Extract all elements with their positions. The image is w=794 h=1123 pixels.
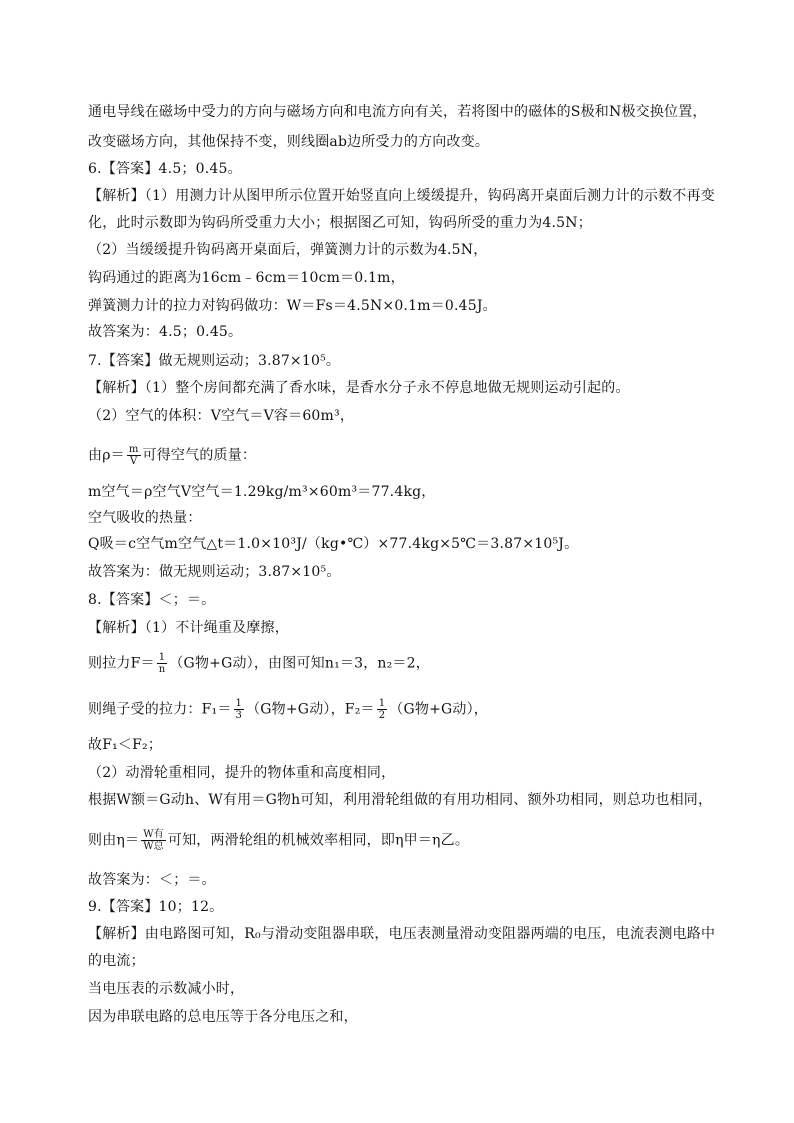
fraction-denominator: 2 [378, 710, 386, 721]
fraction-denominator: 3 [235, 710, 243, 721]
analysis-6: 【解析】（1）用测力计从图甲所示位置开始竖直向上缓缓提升，钩码离开桌面后测力计的示数不再变 [88, 188, 715, 204]
text-segment: 则绳子受的拉力：F₁＝ [88, 701, 232, 718]
fraction-m-over-v [127, 444, 141, 467]
text-line: 根据W额＝G动h、W有用＝G物h可知，利用滑轮组做的有用功相同、额外功相同，则总功也相同， [88, 792, 713, 808]
fraction-denominator: V [129, 456, 138, 467]
text-line: 空气吸收的热量： [88, 510, 202, 526]
answer-6: 6.【答案】4.5；0.45。 [88, 161, 242, 177]
fraction-1-over-2 [377, 698, 388, 721]
text-segment: （G物+G动），由图可知n₁＝3，n₂＝2， [169, 655, 430, 672]
text-segment: （G物+G动）， [389, 701, 488, 718]
fraction-denominator: n [158, 664, 166, 675]
analysis-7: 【解析】（1）整个房间都充满了香水味，是香水分子永不停息地做无规则运动引起的。 [88, 380, 630, 396]
text-line: 故答案为：＜；＝。 [88, 872, 216, 888]
fraction-1-over-n [157, 652, 168, 675]
text-line: 化，此时示数即为钩码所受重力大小；根据图乙可知，钩码所受的重力为4.5N； [88, 215, 592, 231]
text-segment: 由ρ＝ [88, 447, 125, 464]
text-line: 当电压表的示数减小时， [88, 981, 245, 997]
text-segment: 可知，两滑轮组的机械效率相同，即η甲＝η乙。 [167, 832, 470, 849]
fraction-w-useful-over-w-total [141, 829, 166, 852]
formula-line-density [88, 444, 256, 467]
analysis-8: 【解析】（1）不计绳重及摩擦， [88, 620, 289, 636]
fraction-numerator: W有 [143, 829, 164, 840]
fraction-numerator: m [128, 444, 139, 455]
text-line: 故答案为：做无规则运动；3.87×10⁵。 [88, 564, 341, 580]
answer-7: 7.【答案】做无规则运动；3.87×10⁵。 [88, 353, 341, 369]
text-line: （2）动滑轮重相同，提升的物体重和高度相同， [88, 765, 396, 781]
text-line: 故答案为：4.5；0.45。 [88, 324, 243, 340]
answer-9: 9.【答案】10；12。 [88, 899, 224, 915]
text-line: 通电导线在磁场中受力的方向与磁场方向和电流方向有关，若将图中的磁体的S极和N极交换位置， [88, 104, 707, 120]
text-line: 弹簧测力计的拉力对钩码做功：W＝Fs＝4.5N×0.1m＝0.45J。 [88, 298, 497, 314]
formula-line-efficiency [88, 829, 469, 852]
text-line: 故F₁＜F₂； [88, 737, 163, 753]
text-line: （2）空气的体积：V空气＝V容＝60m³， [88, 408, 355, 424]
text-line: Q吸＝c空气m空气△t＝1.0×10³J/（kg•℃）×77.4kg×5℃＝3.87×10⁵J。 [88, 536, 579, 552]
formula-line-pull [88, 652, 430, 675]
fraction-numerator: 1 [157, 652, 168, 664]
fraction-numerator: 1 [378, 698, 386, 709]
formula-line-rope [88, 698, 488, 721]
fraction-denominator: W总 [143, 841, 164, 852]
answer-8: 8.【答案】＜；＝。 [88, 592, 216, 608]
fraction-1-over-3 [234, 698, 245, 721]
text-line: 的电流； [88, 953, 145, 969]
analysis-9: 【解析】由电路图可知，R₀与滑动变阻器串联，电压表测量滑动变阻器两端的电压，电流表测电路中 [88, 926, 716, 942]
text-segment: 则拉力F＝ [88, 655, 155, 672]
text-segment: 可得空气的质量： [142, 447, 257, 464]
text-line: 因为串联电路的总电压等于各分电压之和， [88, 1009, 358, 1025]
text-segment: （G物+G动），F₂＝ [246, 701, 375, 718]
text-line: m空气＝ρ空气V空气＝1.29kg/m³×60m³＝77.4kg， [88, 484, 436, 500]
fraction-numerator: 1 [235, 698, 243, 709]
text-segment: 则由η＝ [88, 832, 140, 849]
text-line: 改变磁场方向，其他保持不变，则线圈ab边所受力的方向改变。 [88, 134, 490, 150]
text-line: （2）当缓缓提升钩码离开桌面后，弹簧测力计的示数为4.5N， [88, 242, 488, 258]
text-line: 钩码通过的距离为16cm﹣6cm＝10cm＝0.1m， [88, 270, 405, 286]
